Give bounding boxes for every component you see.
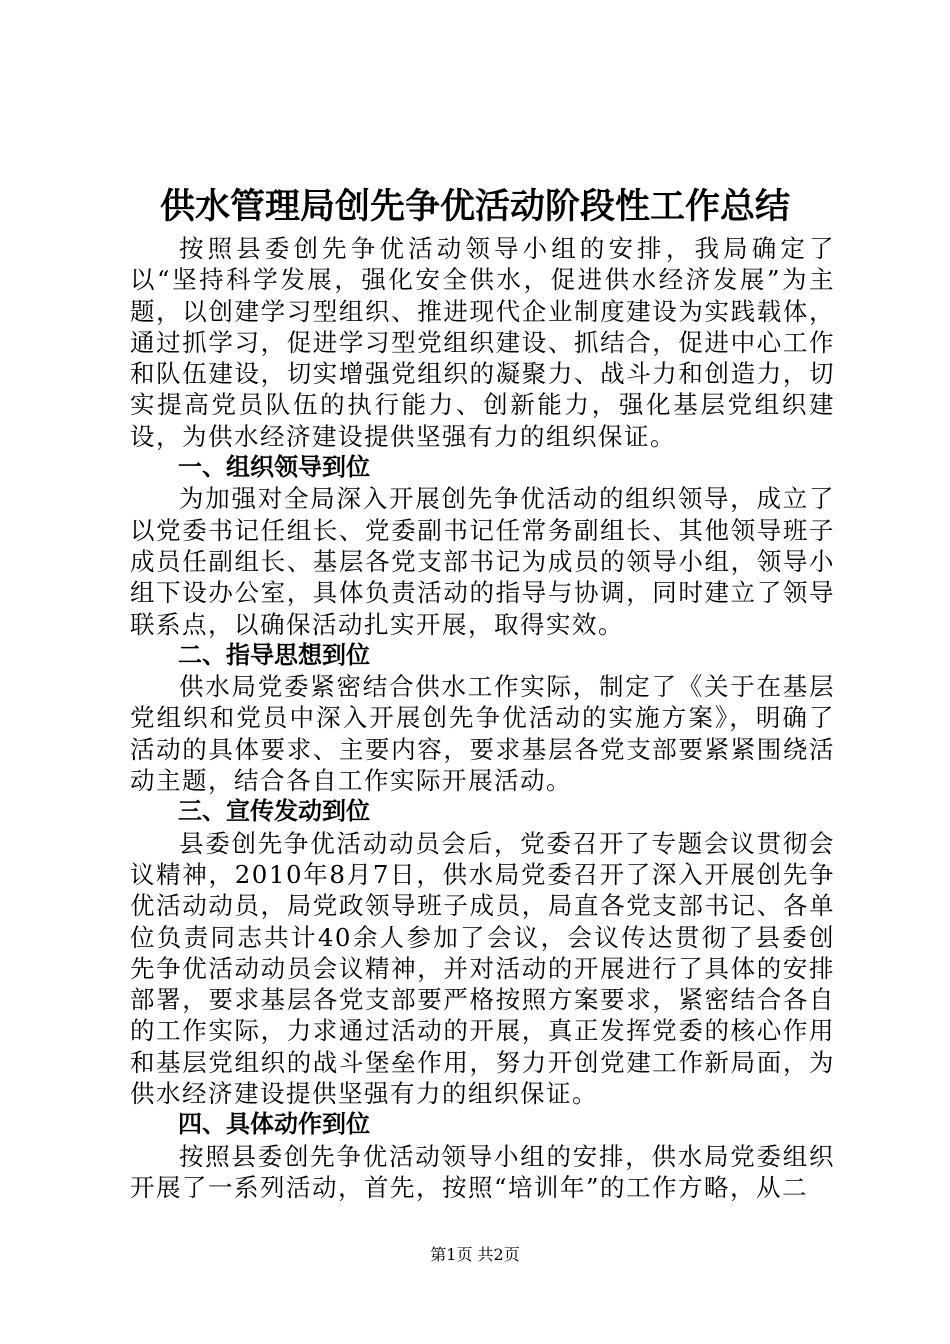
page-footer: 第1页 共2页 xyxy=(430,1245,520,1264)
section-heading-2: 二、指导思想到位 xyxy=(178,640,370,669)
section-heading-3: 三、宣传发动到位 xyxy=(178,797,370,826)
section-paragraph-2: 供水局党委紧密结合供水工作实际，制定了《关于在基层党组织和党员中深入开展创先争优活动的实施方案》，明确了活动的具体要求、主要内容，要求基层各党支部要紧紧围绕活动主题，结合各自工作实际开展活动。 xyxy=(130,672,835,796)
section-paragraph-1: 为加强对全局深入开展创先争优活动的组织领导，成立了以党委书记任组长、党委副书记任常务副组长、其他领导班子成员任副组长、基层各党支部书记为成员的领导小组，领导小组下设办公室，具体负责活动的指导与协调，同时建立了领导联系点，以确保活动扎实开展，取得实效。 xyxy=(130,484,835,639)
section-paragraph-3: 县委创先争优活动动员会后，党委召开了专题会议贯彻会议精神，2010年8月7日，供水局党委召开了深入开展创先争优活动动员，局党政领导班子成员，局直各党支部书记、各单位负责同志共计40余人参加了会议，会议传达贯彻了县委创先争优活动动员会议精神，并对活动的开展进行了具体的安排部署，要求基层各党支部要严格按照方案要求，紧密结合各自的工作实际，力求通过活动的开展，真正发挥党委的核心作用和基层党组织的战斗堡垒作用，努力开创党建工作新局面，为供水经济建设提供坚强有力的组织保证。 xyxy=(130,828,835,1109)
section-heading-4: 四、具体动作到位 xyxy=(178,1110,370,1139)
intro-paragraph: 按照县委创先争优活动领导小组的安排，我局确定了以“坚持科学发展，强化安全供水，促进供水经济发展”为主题，以创建学习型组织、推进现代企业制度建设为实践载体，通过抓学习，促进学习型党组织建设、抓结合，促进中心工作和队伍建设，切实增强党组织的凝聚力、战斗力和创造力，切实提高党员队伍的执行能力、创新能力，强化基层党组织建设，为供水经济建设提供坚强有力的组织保证。 xyxy=(130,234,835,451)
document-title: 供水管理局创先争优活动阶段性工作总结 xyxy=(159,187,790,227)
section-paragraph-4: 按照县委创先争优活动领导小组的安排，供水局党委组织开展了一系列活动，首先，按照“培训年”的工作方略，从二 xyxy=(130,1141,835,1202)
document-body xyxy=(130,233,835,1203)
section-heading-1: 一、组织领导到位 xyxy=(178,453,370,482)
